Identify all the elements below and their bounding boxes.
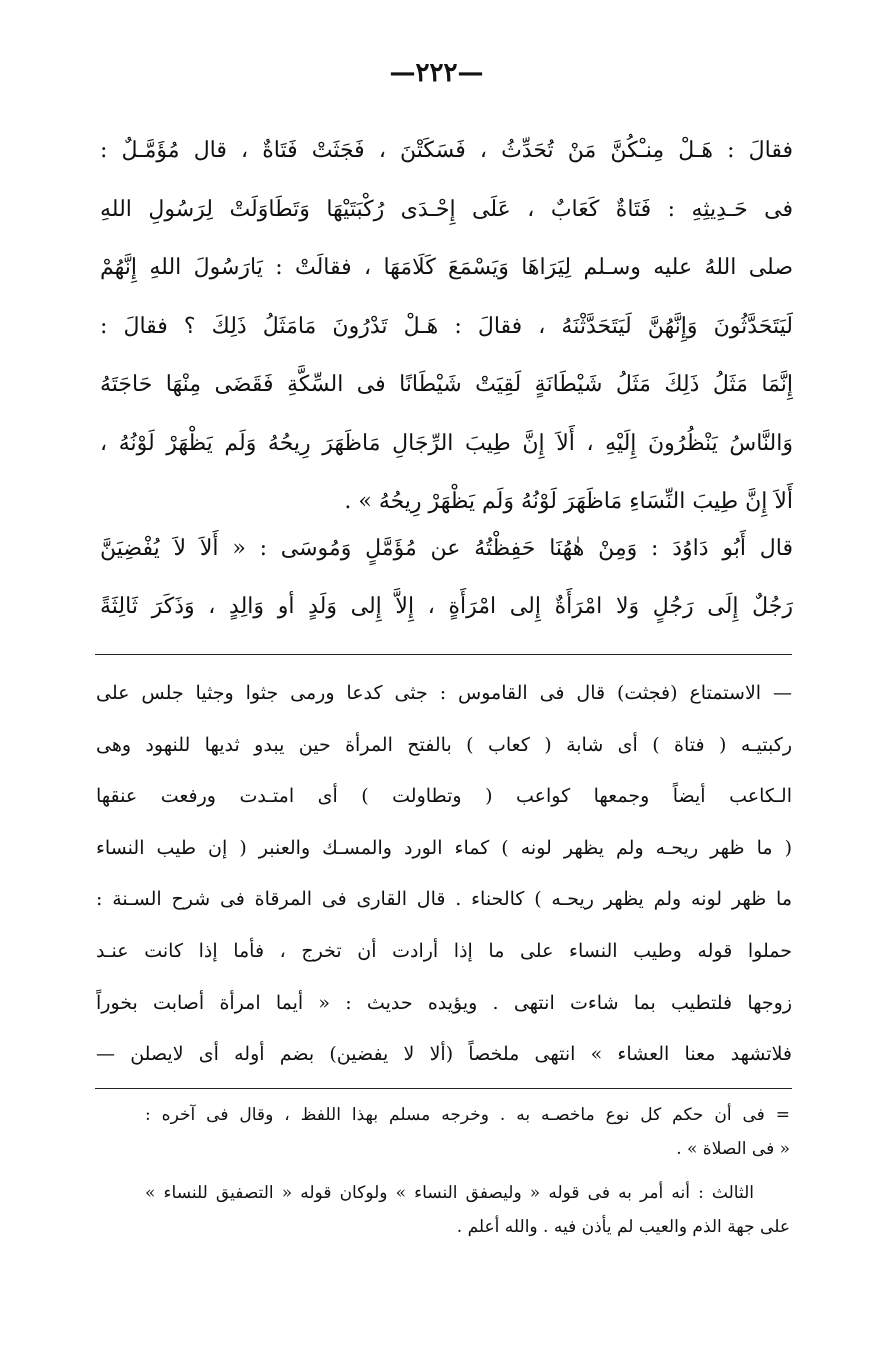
footnote-line: على جهة الذم والعيب لم يأذن فيه . والله أعلم . — [456, 1217, 790, 1237]
section-divider — [95, 654, 792, 655]
footnote-divider — [95, 1088, 792, 1089]
text-line: أَلاَ إِنَّ طِيبَ النِّسَاءِ مَاظَهَرَ لَوْنُهُ وَلَم يَظْهَرْ رِيحُهُ » . — [344, 489, 793, 514]
page-number: —٢٢٢— — [389, 58, 484, 88]
text-line: لَيَتَحَدَّثُونَ وَإِنَّهُنَّ لَيَتَحَدَّثْنَهُ ، فقالَ : هَـلْ تَدْرُونَ مَامَثَلُ ذَلِكَ ؟ فقالَ : — [100, 313, 793, 339]
text-line: فى حَـدِيثِهِ : فَتَاةٌ كَعَابٌ ، عَلَى إِحْـدَى رُكْبَتَيْهَا وَتَطَاوَلَتْ لِرَسُولِ اللهِ — [100, 196, 793, 222]
footnote-line: الثالث : أنه أمر به فى قوله « وليصفق النساء » ولوكان قوله « التصفيق للنساء » — [145, 1183, 754, 1203]
commentary-line: فلاتشهد معنا العشاء » انتهى ملخصاً (ألا لا يفضين) بضم أوله أى لايصلن — — [96, 1043, 792, 1066]
text-line: رَجُلٌ إِلَى رَجُلٍ وَلا امْرَأَةٌ إِلى امْرَأَةٍ ، إِلاَّ إِلى وَلَدٍ أو وَالِدٍ ، وَذَكَرَ ثَالِثَةً — [100, 594, 793, 619]
text-line: وَالنَّاسُ يَنْظُرُونَ إِلَيْهِ ، أَلاَ إِنَّ طِيبَ الرِّجَالِ مَاظَهَرَ رِيحُهُ وَلَم يَظْهَرْ لَوْنُهُ ، — [100, 430, 793, 456]
footnote-line: « فى الصلاة » . — [676, 1139, 790, 1159]
hadith-text — [100, 122, 793, 532]
text-line: صلى اللهُ عليه وسـلم لِيَرَاهَا وَيَسْمَعَ كَلَامَهَا ، فقالَتْ : يَارَسُولَ اللهِ إِنَّهُمْ — [100, 255, 793, 280]
text-line: فقالَ : هَـلْ مِنـْكُنَّ مَنْ تُحَدِّثُ ، فَسَكَتْنَ ، فَجَثَتْ فَتَاةٌ ، قال مُؤَمَّـلٌ : — [100, 138, 793, 163]
footnote-text — [145, 1098, 790, 1244]
text-line: قال أَبُو دَاوُدَ : وَمِنْ هٰهُنَا حَفِظْتُهُ عن مُؤَمَّلٍ وَمُوسَى : « أَلاَ لاَ يُفْضِيَنَّ — [100, 536, 793, 561]
commentary-line: حملوا قوله وطيب النساء على ما إذا أرادت أن تخرج ، فأما إذا كانت عنـد — [96, 939, 792, 962]
footnote-line: = فى أن حكم كل نوع ماخصـه به . وخرجه مسلم بهذا اللفظ ، وقال فى آخره : — [145, 1105, 790, 1125]
commentary-line: زوجها فلتطيب بما شاءت انتهى . ويؤيده حديث : « أيما امرأة أصابت بخوراً — [96, 991, 792, 1014]
commentary-line: — الاستمتاع (فجثت) قال فى القاموس : جثى كدعا ورمى جثوا وجثيا جلس على — [96, 682, 792, 704]
commentary-line: ركبتيـه ( فتاة ) أى شابة ( كعاب ) بالفتح المرأة حين يبدو ثديها للنهود وهى — [96, 733, 792, 756]
commentary-line: ( ما ظهر ريحـه ولم يظهر لونه ) كماء الورد والمسـك والعنبر ( إن طيب النساء — [96, 836, 792, 859]
text-line: إِنَّمَا مَثَلُ ذَلِكَ مَثَلُ شَيْطَانَةٍ لَقِيَتْ شَيْطَانًا فى السِّكَّةِ فَقَضَى مِنْهَا حَاجَتَهُ — [100, 372, 793, 397]
commentary-line: الـكاعب أيضاً وجمعها كواعب ( وتطاولت ) أى امتـدت ورفعت عنقها — [96, 785, 792, 808]
hadith-text-continued — [100, 520, 793, 636]
commentary-line: ما ظهر لونه ولم يظهر ريحـه ) كالحناء . قال القارى فى المرقاة فى شرح السـنة : — [96, 888, 792, 911]
commentary-text — [96, 668, 792, 1081]
